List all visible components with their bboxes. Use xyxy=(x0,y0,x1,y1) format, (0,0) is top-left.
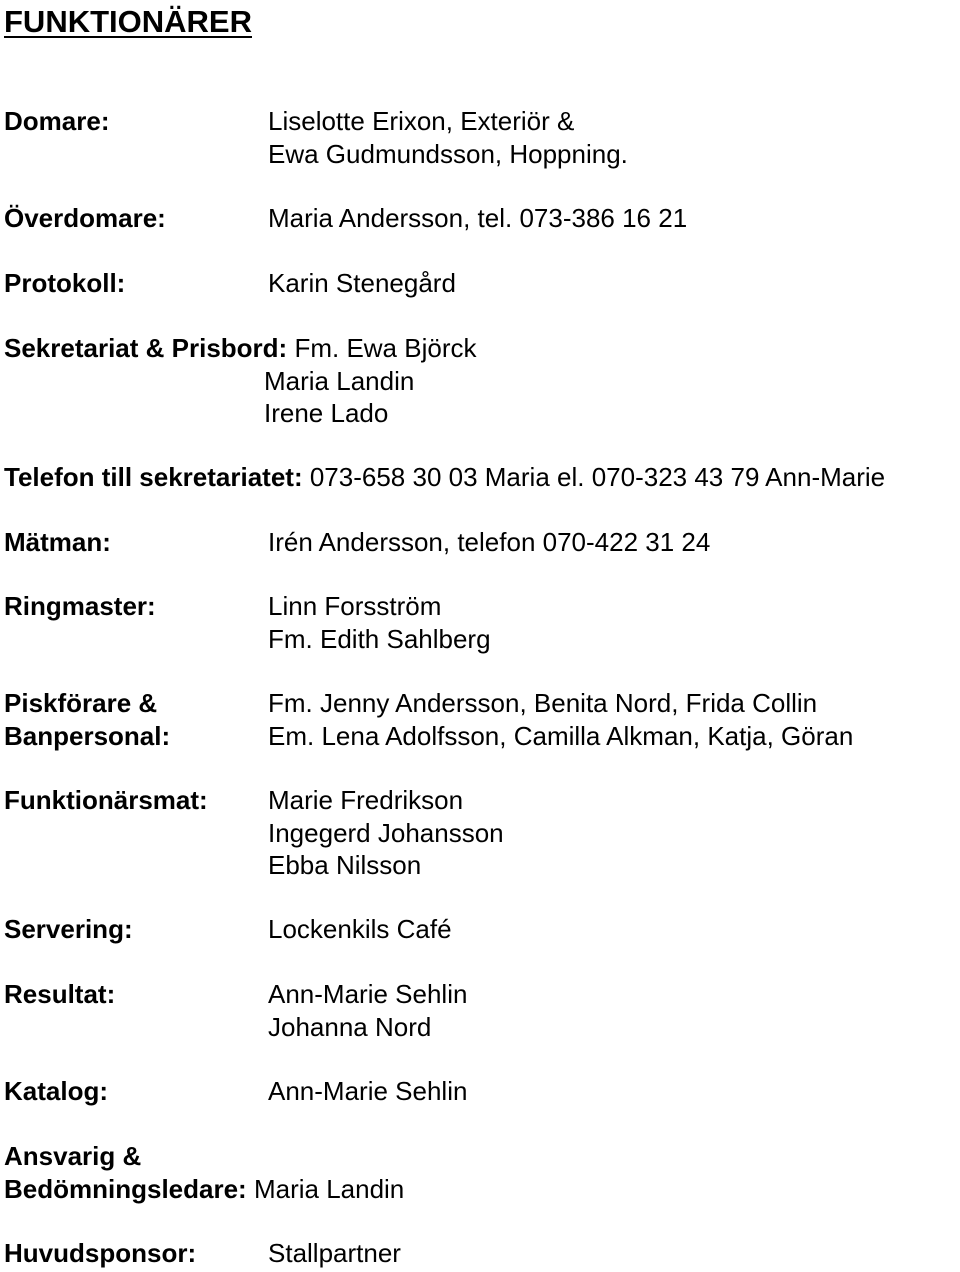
resultat-row xyxy=(4,978,468,1042)
funktionarsmat-label: Funktionärsmat: xyxy=(4,785,208,815)
katalog-value: Ann-Marie Sehlin xyxy=(268,1076,468,1106)
servering-value: Lockenkils Café xyxy=(268,914,452,944)
domare-row xyxy=(4,105,628,169)
ansvarig-label: Ansvarig & xyxy=(4,1141,142,1171)
domare-line: Ewa Gudmundsson, Hoppning. xyxy=(268,138,628,169)
domare-line: Liselotte Erixon, Exteriör & xyxy=(268,106,575,136)
sekretariat-row xyxy=(4,332,476,430)
huvudsponsor-value: Stallpartner xyxy=(268,1238,401,1268)
piskforare-row xyxy=(4,687,854,752)
ansvarig-value: Maria Landin xyxy=(253,1173,405,1204)
piskforare-line: Em. Lena Adolfsson, Camilla Alkman, Katja, Göran xyxy=(268,720,854,751)
protokoll-label: Protokoll: xyxy=(4,268,126,298)
servering-row xyxy=(4,913,452,946)
ansvarig-row xyxy=(4,1140,404,1205)
domare-value xyxy=(268,105,628,170)
ringmaster-line: Fm. Edith Sahlberg xyxy=(268,623,491,654)
telefon-value: 073-658 30 03 Maria el. 070-323 43 79 Ann-Marie xyxy=(309,462,886,492)
ringmaster-line: Linn Forsström xyxy=(268,591,442,621)
huvudsponsor-row xyxy=(4,1237,401,1270)
funktionarsmat-value xyxy=(268,784,504,882)
page-title: FUNKTIONÄRER xyxy=(4,4,252,39)
piskforare-label: Piskförare & xyxy=(4,688,158,718)
sekretariat-label: Sekretariat & Prisbord: xyxy=(4,333,288,363)
overdomare-row xyxy=(4,202,688,235)
funktionarsmat-line: Ebba Nilsson xyxy=(268,850,422,880)
katalog-row xyxy=(4,1075,468,1108)
piskforare-line: Fm. Jenny Andersson, Benita Nord, Frida Collin xyxy=(268,688,818,718)
ringmaster-value xyxy=(268,590,491,655)
servering-label: Servering: xyxy=(4,914,133,944)
overdomare-label: Överdomare: xyxy=(4,203,166,233)
resultat-line: Ann-Marie Sehlin xyxy=(268,979,468,1009)
funktionarsmat-row xyxy=(4,784,504,880)
telefon-label: Telefon till sekretariatet: xyxy=(4,462,303,492)
domare-label: Domare: xyxy=(4,106,110,136)
ringmaster-row xyxy=(4,590,491,654)
funktionarsmat-line: Ingegerd Johansson xyxy=(268,817,504,848)
resultat-line: Johanna Nord xyxy=(268,1011,432,1042)
matman-row xyxy=(4,526,711,559)
katalog-label: Katalog: xyxy=(4,1076,108,1106)
sekretariat-first: Fm. Ewa Björck xyxy=(294,333,477,363)
overdomare-value: Maria Andersson, tel. 073-386 16 21 xyxy=(268,203,688,233)
piskforare-value xyxy=(268,687,853,752)
piskforare-label: Banpersonal: xyxy=(4,720,171,751)
ansvarig-label: Bedömningsledare: xyxy=(4,1173,247,1204)
ringmaster-label: Ringmaster: xyxy=(4,591,156,621)
telefon-row xyxy=(4,461,885,494)
matman-value: Irén Andersson, telefon 070-422 31 24 xyxy=(268,527,711,557)
resultat-value xyxy=(268,978,467,1043)
sekretariat-line: Irene Lado xyxy=(264,398,389,428)
sekretariat-line: Maria Landin xyxy=(264,365,415,396)
protokoll-value: Karin Stenegård xyxy=(268,268,456,298)
protokoll-row xyxy=(4,267,456,300)
huvudsponsor-label: Huvudsponsor: xyxy=(4,1238,197,1268)
funktionarsmat-line: Marie Fredrikson xyxy=(268,785,464,815)
matman-label: Mätman: xyxy=(4,527,111,557)
resultat-label: Resultat: xyxy=(4,979,116,1009)
